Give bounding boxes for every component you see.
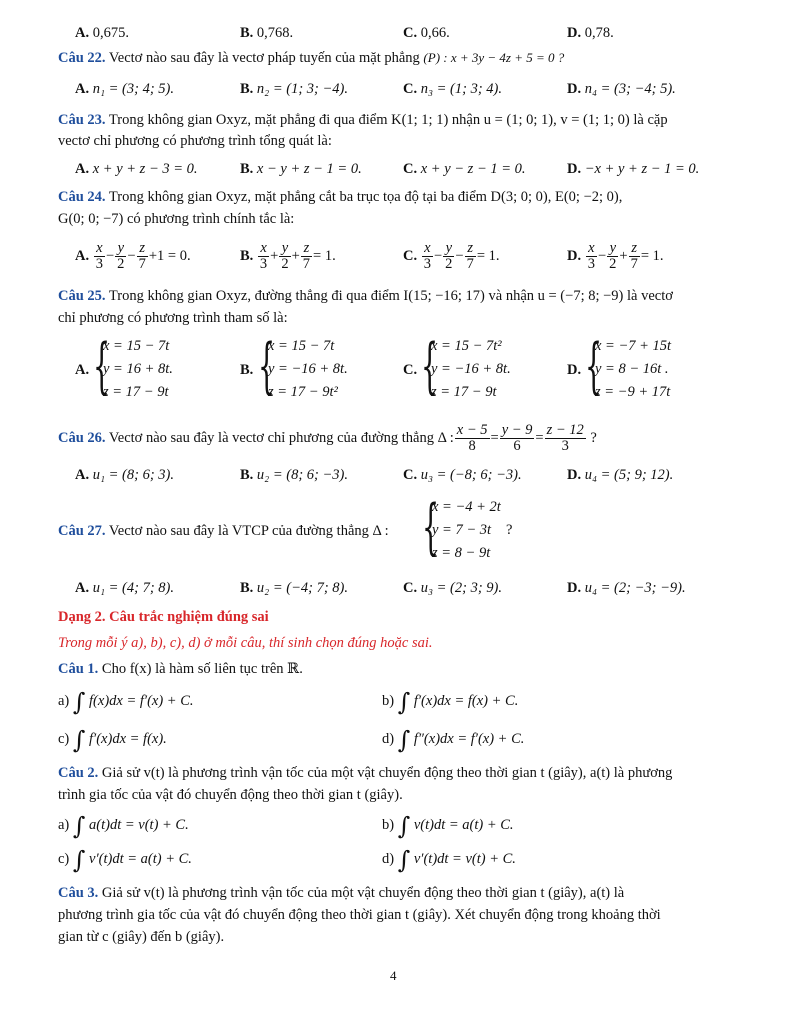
q27-stem: Câu 27. Vectơ nào sau đây là VTCP của đường thẳng Δ : [58,523,389,539]
q25-option-d: D. [567,362,582,378]
q26-option-a: A. u₁ = (8; 6; 3). [75,467,174,483]
q24-stem-line2: G(0; 0; −7) có phương trình chính tắc là: [58,211,295,227]
q25-b-eq2: y = −16 + 8t. [268,361,348,377]
c3-stem-line1: Câu 3. Giả sử v(t) là phương trình vận tốc của một vật chuyển động theo thời gian t (giây), a(t) là [58,885,625,901]
q24-option-a: A. $\frac{x}{3}$ − $\frac{y}{2}$ − $\frac{z}{7}$ +1 = 0. [75,240,191,273]
q23-option-d: D. −x + y + z − 1 = 0. [567,161,700,177]
q25-d-eq3: z = −9 + 17t [595,384,671,400]
q25-d-eq1: x = −7 + 15t [595,338,672,354]
c1-item-b: b) ∫ f′(x)dx = f(x) + C. [382,688,519,716]
q22-option-d: D. n₄ = (3; −4; 5). [567,81,676,97]
c3-stem-line2: phương trình gia tốc của vật đó chuyển động theo thời gian t (giây). Xét chuyển động trong khoảng thời [58,907,661,923]
q25-c-eq2: y = −16 + 8t. [431,361,511,377]
q25-option-a: A. [75,362,90,378]
q27-option-a: A. u₁ = (4; 7; 8). [75,580,174,596]
q27-eq2: y = 7 − 3t [432,522,492,538]
q25-a-eq3: z = 17 − 9t [103,384,169,400]
c2-item-d: d) ∫ v′(t)dt = v(t) + C. [382,846,516,874]
q21-option-a: A. 0,675. [75,25,129,41]
q22-option-c: C. n₃ = (1; 3; 4). [403,81,502,97]
q25-c-eq1: x = 15 − 7t² [431,338,502,354]
q25-b-eq1: x = 15 − 7t [268,338,335,354]
q26-option-d: D. u₄ = (5; 9; 12). [567,467,674,483]
q25-d-eq2: y = 8 − 16t . [595,361,669,377]
c1-item-d: d) ∫ f″(x)dx = f′(x) + C. [382,726,525,754]
c1-item-c: c) ∫ f′(x)dx = f(x). [58,726,167,754]
q27-eq3: z = 8 − 9t [432,545,491,561]
q21-option-b: B. 0,768. [240,25,294,41]
q26-stem: Câu 26. Vectơ nào sau đây là vectơ chỉ phương của đường thẳng Δ : $\frac{x - 5}{8}$ = $\frac{y - 9}{6}$ = $\frac{z - 12}{3}$ ? [58,422,597,455]
q27-option-d: D. u₄ = (2; −3; −9). [567,580,686,596]
q23-stem-line2: vectơ chỉ phương có phương trình tổng quát là: [58,133,332,149]
q22-option-a: A. n₁ = (3; 4; 5). [75,81,174,97]
q26-option-b: B. u₂ = (8; 6; −3). [240,467,348,483]
q25-a-eq2: y = 16 + 8t. [103,361,173,377]
q26-option-c: C. u₃ = (−8; 6; −3). [403,467,522,483]
q25-stem-line1: Câu 25. Trong không gian Oxyz, đường thẳng đi qua điểm I(15; −16; 17) và nhận u = (−7; 8; −9) là vectơ [58,288,673,304]
q25-a-eq1: x = 15 − 7t [103,338,170,354]
q27-option-c: C. u₃ = (2; 3; 9). [403,580,502,596]
q25-option-c: C. [403,362,418,378]
q25-b-eq3: z = 17 − 9t² [268,384,338,400]
page-number: 4 [390,968,397,983]
q24-option-b: B. $\frac{x}{3}$ + $\frac{y}{2}$ + $\frac{z}{7}$ = 1. [240,240,336,273]
q24-option-c: C. $\frac{x}{3}$ − $\frac{y}{2}$ − $\frac{z}{7}$ = 1. [403,240,500,273]
q22-stem: Câu 22. Vectơ nào sau đây là vectơ pháp tuyến của mặt phẳng (P) : x + 3y − 4z + 5 = 0 ? [58,50,565,66]
c2-item-c: c) ∫ v′(t)dt = a(t) + C. [58,846,192,874]
q25-d-brace: { [585,331,603,401]
c3-stem-line3: gian từ c (giây) đến b (giây). [58,929,225,945]
q25-c-brace: { [421,331,439,401]
q27-brace: { [422,492,440,562]
c1-stem: Câu 1. Cho f(x) là hàm số liên tục trên ℝ. [58,661,303,677]
q23-stem-line1: Câu 23. Trong không gian Oxyz, mặt phẳng đi qua điểm K(1; 1; 1) nhận u = (1; 0; 1), v = (1; 1; 0) là cặp [58,112,668,128]
q23-option-b: B. x − y + z − 1 = 0. [240,161,362,177]
q24-stem-line1: Câu 24. Trong không gian Oxyz, mặt phẳng cắt ba trục tọa độ tại ba điểm D(3; 0; 0), E(0; −2; 0), [58,189,623,205]
q27-option-b: B. u₂ = (−4; 7; 8). [240,580,348,596]
c1-item-a: a) ∫ f(x)dx = f′(x) + C. [58,688,194,716]
q24-option-d: D. $\frac{x}{3}$ − $\frac{y}{2}$ + $\frac{z}{7}$ = 1. [567,240,664,273]
q21-option-c: C. 0,66. [403,25,450,41]
section-instruction: Trong mỗi ý a), b), c), d) ở mỗi câu, thí sinh chọn đúng hoặc sai. [58,635,433,651]
q22-option-b: B. n₂ = (1; 3; −4). [240,81,348,97]
q25-b-brace: { [258,331,276,401]
q25-c-eq3: z = 17 − 9t [431,384,497,400]
c2-item-a: a) ∫ a(t)dt = v(t) + C. [58,812,189,840]
q27-question-mark: ? [506,522,513,538]
q23-option-a: A. x + y + z − 3 = 0. [75,161,198,177]
q25-a-brace: { [93,331,111,401]
q27-eq1: x = −4 + 2t [432,499,501,515]
section-title: Dạng 2. Câu trắc nghiệm đúng sai [58,609,269,625]
c2-item-b: b) ∫ v(t)dt = a(t) + C. [382,812,514,840]
c2-stem-line2: trình gia tốc của vật đó chuyển động theo thời gian t (giây). [58,787,403,803]
q23-option-c: C. x + y − z − 1 = 0. [403,161,526,177]
q21-option-d: D. 0,78. [567,25,614,41]
c2-stem-line1: Câu 2. Giả sử v(t) là phương trình vận tốc của một vật chuyển động theo thời gian t (giây), a(t) là phương [58,765,673,781]
q25-option-b: B. [240,362,254,378]
q25-stem-line2: chỉ phương có phương trình tham số là: [58,310,288,326]
